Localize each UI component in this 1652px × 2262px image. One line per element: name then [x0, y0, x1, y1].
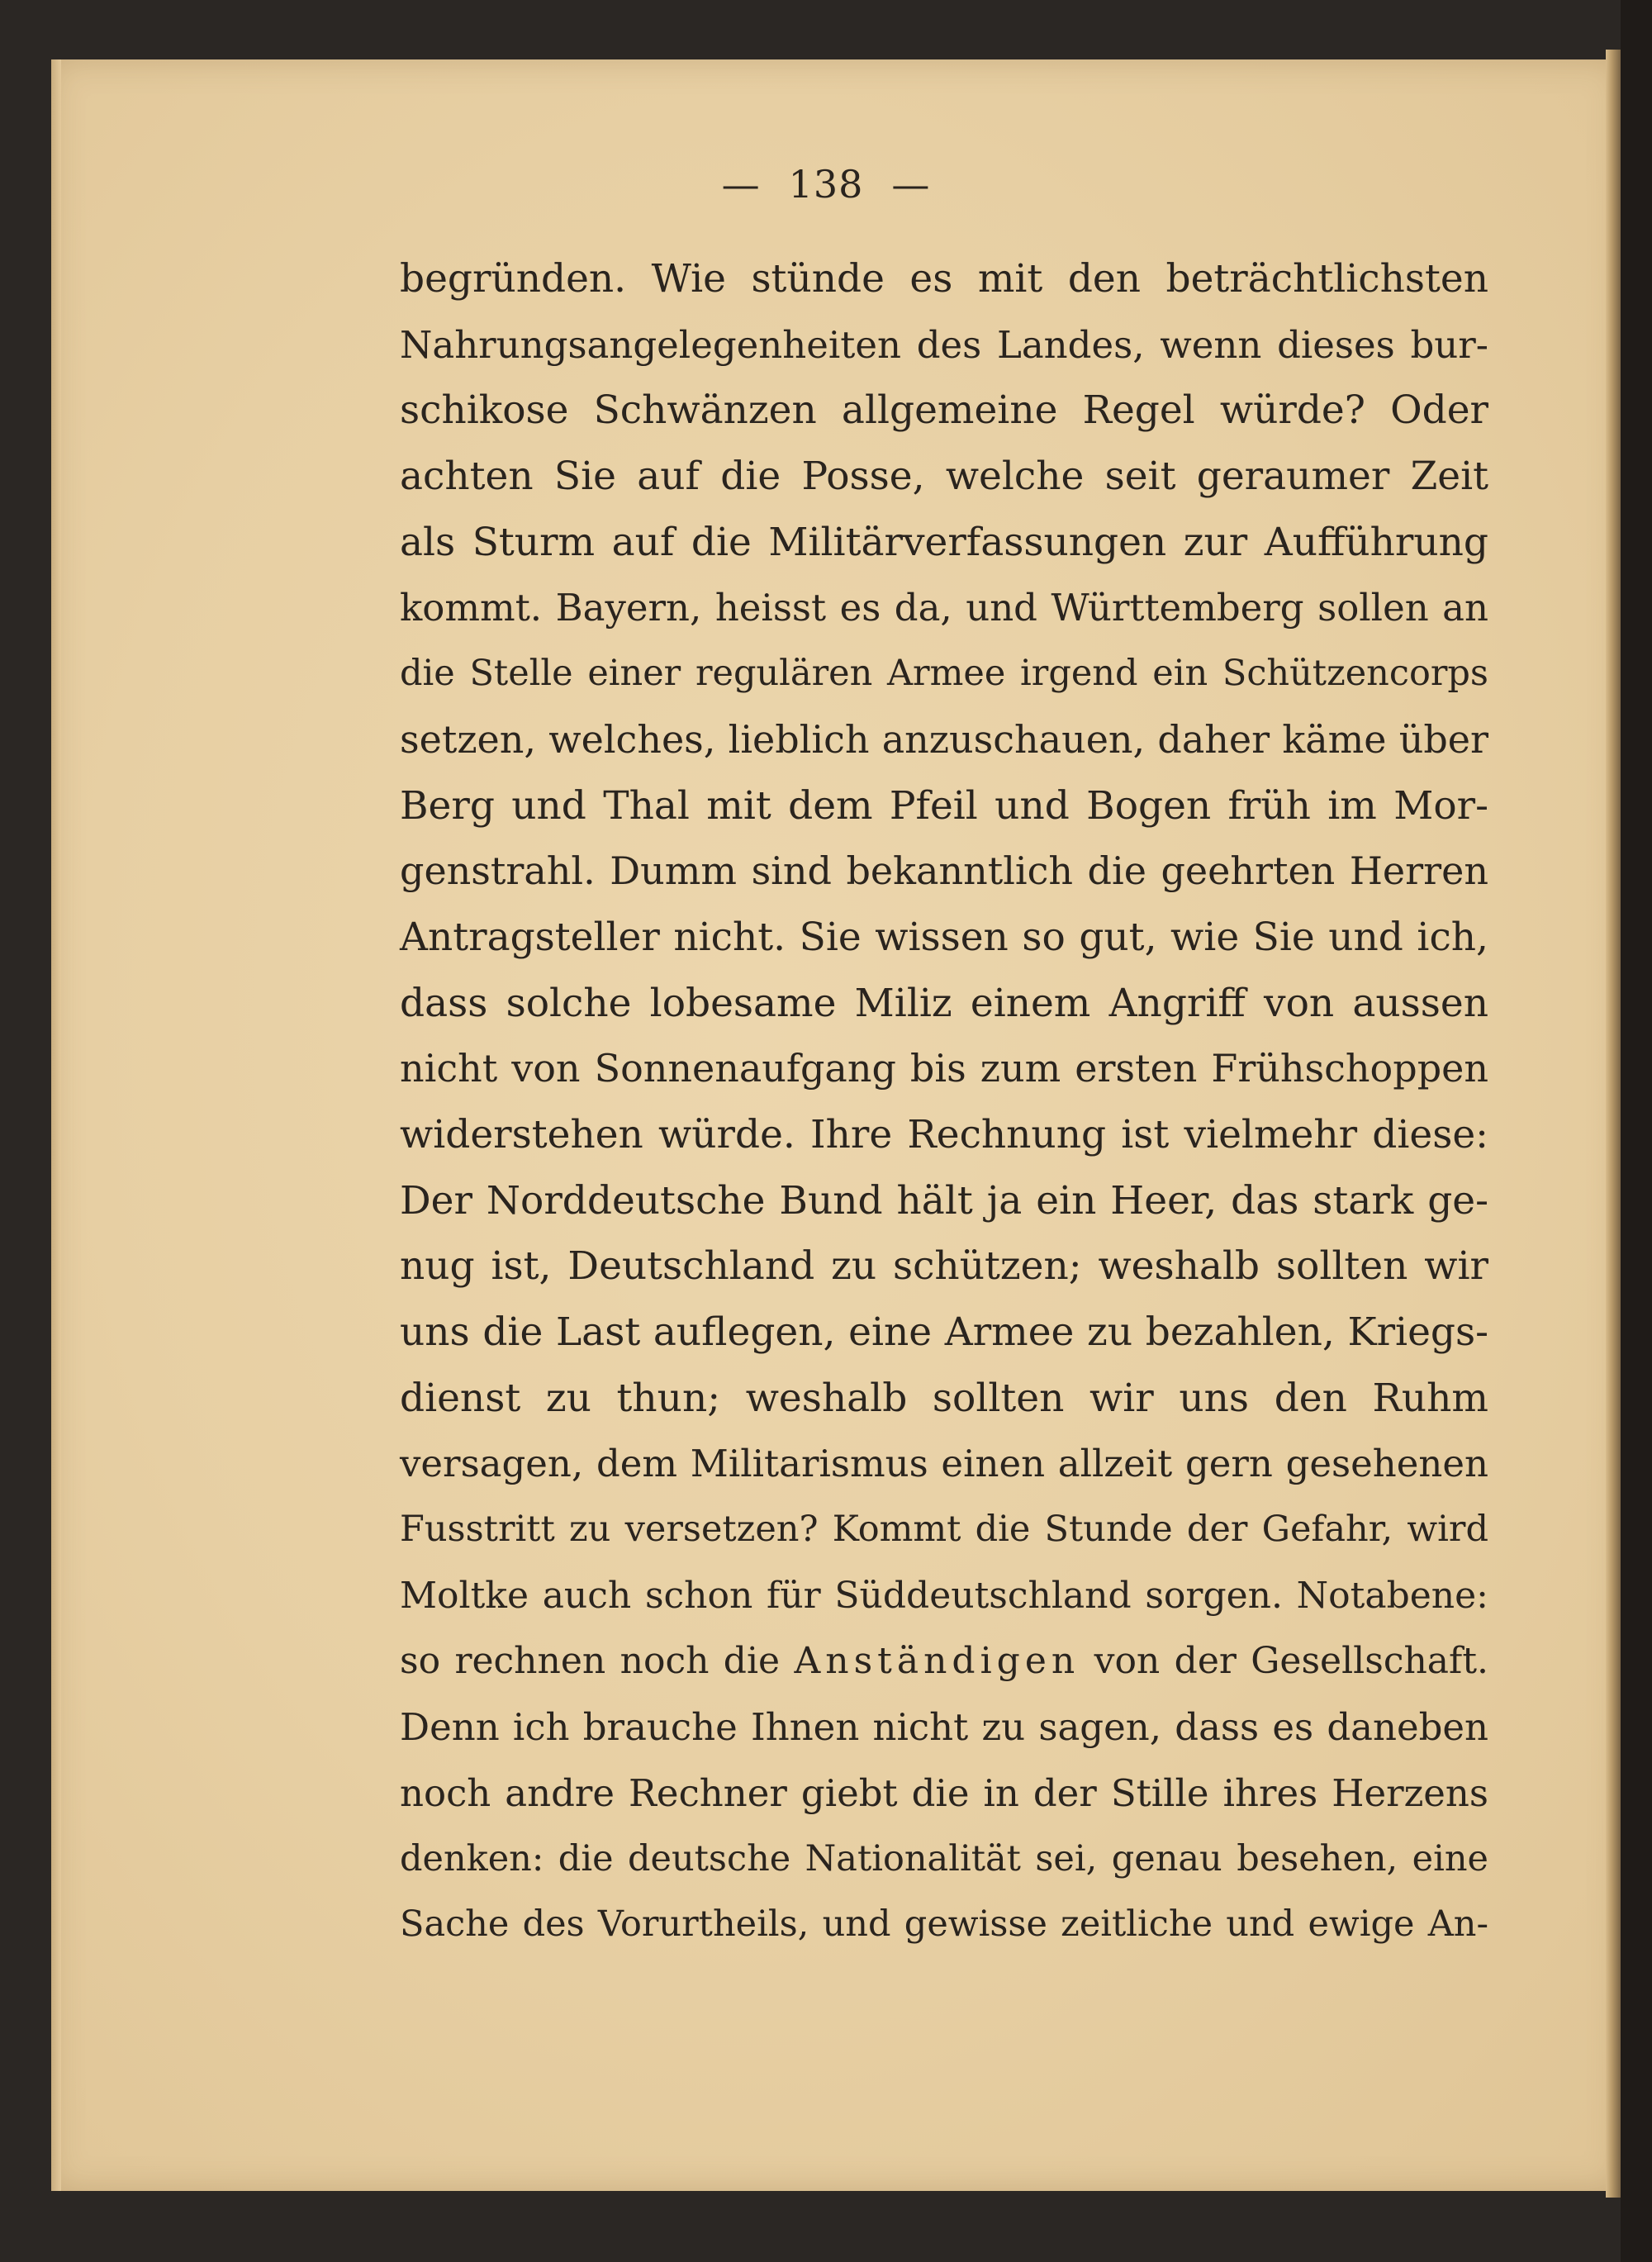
text-line: dass solche lobesame Miliz einem Angriff von aussen — [400, 980, 1488, 1026]
text-line: nicht von Sonnenaufgang bis zum ersten Frühschoppen — [400, 1046, 1488, 1091]
text-line: noch andre Rechner giebt die in der Stille ihres Herzens — [400, 1770, 1488, 1815]
header-dash-left: — — [721, 162, 761, 207]
body-text — [400, 246, 1488, 1958]
text-line: versagen, dem Militarismus einen allzeit gern gesehenen — [400, 1442, 1488, 1486]
text-line: Antragsteller nicht. Sie wissen so gut, wie Sie und ich, — [400, 914, 1488, 960]
header-dash-right: — — [891, 162, 931, 207]
page-header — [0, 162, 1652, 207]
text-line: Fusstritt zu versetzen? Kommt die Stunde der Gefahr, wird — [400, 1509, 1488, 1551]
text-line: dienst zu thun; weshalb sollten wir uns den Ruhm — [400, 1375, 1488, 1421]
text-line: Moltke auch schon für Süddeutschland sorgen. Notabene: — [400, 1574, 1488, 1617]
text-line: Denn ich brauche Ihnen nicht zu sagen, dass es daneben — [400, 1705, 1488, 1750]
text-line: Der Norddeutsche Bund hält ja ein Heer, das stark ge- — [400, 1177, 1488, 1224]
text-line: die Stelle einer regulären Armee irgend ein Schützencorps — [400, 653, 1488, 695]
text-line: Berg und Thal mit dem Pfeil und Bogen früh im Mor- — [400, 782, 1488, 829]
text-line: setzen, welches, lieblich anzuschauen, daher käme über — [400, 716, 1488, 762]
text-line: denken: die deutsche Nationalität sei, genau besehen, eine — [400, 1837, 1488, 1879]
page-right-edge — [1606, 50, 1621, 2198]
text-line: widerstehen würde. Ihre Rechnung ist vielmehr diese: — [400, 1111, 1488, 1157]
text-line: Nahrungsangelegenheiten des Landes, wenn dieses bur- — [400, 322, 1488, 367]
text-line: uns die Last auflegen, eine Armee zu bezahlen, Kriegs- — [400, 1309, 1488, 1355]
text-line: schikose Schwänzen allgemeine Regel würde? Oder — [400, 387, 1488, 434]
text-line: Sache des Vorurtheils, und gewisse zeitliche und ewige An- — [400, 1903, 1488, 1946]
line-segment: von der Gesellschaft. — [1080, 1640, 1488, 1683]
spaced-emphasis-word: Anständigen — [794, 1640, 1080, 1683]
page-number: 138 — [788, 162, 864, 207]
text-line: als Sturm auf die Militärverfassungen zur Aufführung — [400, 519, 1488, 565]
text-line: begründen. Wie stünde es mit den beträchtlichsten — [400, 256, 1488, 302]
text-line: nug ist, Deutschland zu schützen; weshalb sollten wir — [400, 1243, 1488, 1290]
text-line: genstrahl. Dumm sind bekanntlich die geehrten Herren — [400, 848, 1488, 894]
line-segment: so rechnen noch die — [400, 1640, 795, 1683]
text-line-emphasis — [400, 1628, 1488, 1694]
page-left-edge — [51, 59, 61, 2191]
book-spine — [1621, 0, 1652, 2262]
text-line: kommt. Bayern, heisst es da, und Württemberg sollen an — [400, 586, 1488, 630]
text-line: achten Sie auf die Posse, welche seit geraumer Zeit — [400, 454, 1488, 500]
